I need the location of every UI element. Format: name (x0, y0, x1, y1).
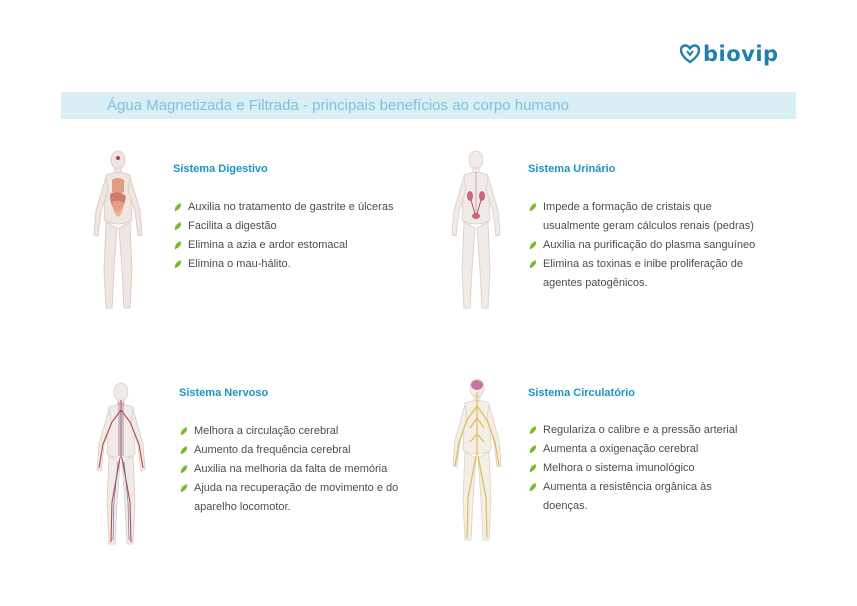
leaf-bullet-icon (528, 202, 538, 212)
benefit-list-urinario (528, 198, 758, 293)
brand-logo (680, 40, 779, 68)
leaf-bullet-icon (528, 240, 538, 250)
leaf-bullet-icon (179, 464, 189, 474)
leaf-bullet-icon (179, 426, 189, 436)
list-item: Aumenta a resistência orgânica às doenças. (528, 478, 748, 516)
section-title-nervoso: Sistema Nervoso (179, 387, 269, 399)
section-title-circulatorio: Sistema Circulatório (528, 387, 635, 399)
list-item: Facilita a digestão (173, 217, 413, 236)
list-item: Elimina a azia e ardor estomacal (173, 236, 413, 255)
benefit-list-digestivo (173, 198, 413, 274)
body-digestive-icon (88, 150, 148, 320)
list-item: Regulariza o calibre e a pressão arterial (528, 421, 748, 440)
leaf-bullet-icon (528, 444, 538, 454)
list-item: Aumento da frequência cerebral (179, 441, 409, 460)
list-item: Melhora a circulação cerebral (179, 422, 409, 441)
leaf-bullet-icon (173, 240, 183, 250)
leaf-bullet-icon (528, 463, 538, 473)
section-title-digestivo: Sistema Digestivo (173, 163, 268, 175)
body-urinary-icon (446, 150, 506, 320)
logo-heart-icon (680, 44, 700, 64)
list-item: Aumenta a oxigenação cerebral (528, 440, 748, 459)
list-item: Auxilia no tratamento de gastrite e úlceras (173, 198, 413, 217)
section-title-urinario: Sistema Urinário (528, 163, 616, 175)
leaf-bullet-icon (528, 425, 538, 435)
leaf-bullet-icon (528, 482, 538, 492)
list-item: Melhora o sistema imunológico (528, 459, 748, 478)
leaf-bullet-icon (173, 259, 183, 269)
brand-name: biovip (703, 41, 779, 66)
benefit-list-circulatorio (528, 421, 748, 516)
list-item: Elimina as toxinas e inibe proliferação de agentes patogênicos. (528, 255, 758, 293)
benefit-list-nervoso (179, 422, 409, 517)
body-nervous-icon (90, 382, 152, 555)
leaf-bullet-icon (179, 445, 189, 455)
list-item: Auxilia na melhoria da falta de memória (179, 460, 409, 479)
leaf-bullet-icon (173, 202, 183, 212)
leaf-bullet-icon (173, 221, 183, 231)
page-title: Água Magnetizada e Filtrada - principais benefícios ao corpo humano (107, 97, 569, 114)
page-title-bar (61, 92, 796, 119)
list-item: Auxilia na purificação do plasma sanguíneo (528, 236, 758, 255)
leaf-bullet-icon (528, 259, 538, 269)
leaf-bullet-icon (179, 483, 189, 493)
list-item: Impede a formação de cristais que usualmente geram cálculos renais (pedras) (528, 198, 758, 236)
body-circulatory-icon (446, 378, 508, 551)
list-item: Ajuda na recuperação de movimento e do aparelho locomotor. (179, 479, 409, 517)
list-item: Elimina o mau-hálito. (173, 255, 413, 274)
